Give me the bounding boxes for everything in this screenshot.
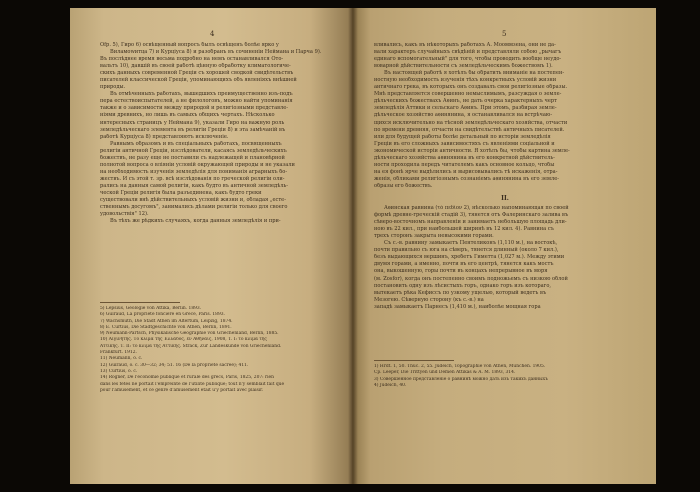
- text-line: религіи античной Греціи, изслѣдователи, касаясь земледѣльческихъ: [100, 147, 287, 154]
- text-line: 4) Judeich, 40.: [374, 382, 407, 388]
- text-line: 12) Guiraud, o. c. 30—32; 34; 51. 16 (De la propriété sacrée); 411.: [100, 362, 249, 368]
- text-line: формѣ древне-греческій стадій 3), тянется отъ Фалеринскаго залива въ: [374, 212, 569, 219]
- text-line: щихся исключительно на тѣсной земледѣльческаго хозяйства, отчасти: [374, 119, 568, 126]
- footnote-rule: [100, 302, 180, 303]
- text-line: природы.: [100, 84, 126, 91]
- text-line: постановить одну изъ лѣсистыхъ горъ, однако горъ изъ котораго,: [374, 282, 552, 289]
- text-line: Въ настоящей работѣ я хотѣлъ бы обратить вниманіе на постепен-: [384, 70, 565, 77]
- text-line: ніями древнихъ, но лишь въ самыхъ общихъ чертахъ. Нѣсколько: [100, 112, 275, 119]
- text-line: Аѳинская равнина (τὸ πεδίον 2), нѣсколько напоминающая по своей: [384, 205, 569, 212]
- text-line: вальтъ 10), давшій въ своей работѣ цѣнную обработку климатологиче-: [100, 63, 291, 70]
- text-line: трехъ сторонъ закрыта невысокими горами.: [374, 233, 494, 240]
- text-line: единаго вспомогательный" для того, чтобы проводить вообще неудо-: [374, 56, 562, 63]
- footnotes: [100, 306, 332, 394]
- text-line: или для будущей работы болѣе детальный по исторіи земледѣлія: [374, 133, 551, 140]
- text-line: экономической исторіи античности. Я хотѣлъ бы, чтобы картина земле-: [374, 147, 570, 154]
- text-line: почти правильно съ юга на сѣверъ, тянется длинный (около 7 кил.),: [374, 247, 559, 254]
- text-line: 3) Совершенное представленіе о равнинѣ можно дать изъ такихъ данныхъ: [374, 376, 548, 382]
- page-number: 5: [502, 30, 507, 38]
- text-line: по времени древняя, отчасти на свидѣтельствѣ античныхъ писателей.: [374, 126, 565, 133]
- right-page: [352, 8, 656, 484]
- text-line: безъ выдающихся вершинъ, хребетъ Гиметта (1,027 м.). Между этими: [374, 254, 565, 261]
- text-line: 6) Guiraud, La propriété foncière en Grèce, Paris. 1893.: [100, 312, 225, 318]
- text-line: двумя горами, а именно, почти въ его центрѣ, тянется какъ мостъ: [374, 261, 554, 268]
- text-line: интересныхъ страницъ у Неймана 9), указали Гиро на важную роль: [100, 119, 285, 126]
- text-line: земледѣльческаго элемента въ религіи Греціи 8) и эта замѣчаній въ: [100, 126, 286, 133]
- text-line: ностную необходимость изученія тѣхъ конкретныхъ условій жизни: [374, 77, 557, 84]
- text-line: Виламоwитца 7) и Курціуса 8) и разобранъ въ сочиненіи Неймана и Парча 9).: [110, 49, 322, 56]
- text-line: Cp. Leeper, Die Trittyen und Demen Attikas & A. M. 1893, 314.: [374, 370, 516, 376]
- text-line: 8) E. Curtius, Die Stadtgeschichte von Athen, Berlin, 1891.: [100, 324, 232, 330]
- text-line: вытекаетъ рѣка Кефиссъ по узкому ущелью, который ведетъ въ: [374, 289, 547, 296]
- text-line: Равнымъ образомъ и въ спеціальныхъ работахъ, посвященныхъ: [110, 140, 282, 147]
- page-number: 4: [210, 30, 215, 38]
- text-line: писателей классической Греціи, упоминающихъ объ явленіяхъ внѣшней: [100, 77, 297, 84]
- body-text: [100, 42, 330, 225]
- text-line: ною въ 22 кил., при наибольшей ширинѣ въ 12 кил. 4). Равнина съ: [374, 226, 554, 233]
- text-line: dans les fêtes ne portait l'empreinte de l'utilité publique; tout n'y semblait fait que: [100, 381, 285, 387]
- text-line: скихъ данныхъ современной Греціи съ хорошей сводкой свидѣтельствъ: [100, 70, 294, 77]
- text-line: вали характеръ случайныхъ свѣдѣній и представляли собою „рычагъ: [374, 49, 562, 56]
- text-line: пера естествоиспытателей, а не филологовъ, можно найти упоминанія: [100, 98, 293, 105]
- text-line: женія, обликами религіознымъ сознаніемъ аѳинянина въ его земле-: [374, 175, 559, 182]
- text-line: 10) Αἰγινήτης. Τὸ κλίμα τῆς Ἑλλάδος, ἐν Ἀθήναις, 1908, Τ. Ι: τὸ κλίμα τῆς: [100, 337, 267, 343]
- text-line: божествъ, не разу еще не поставили съ надлежащей и плановѣрной: [100, 154, 285, 161]
- footnote-rule: [374, 360, 454, 361]
- text-line: полнотой вопроса о вліяніи условій окружающей природы и не указали: [100, 161, 295, 168]
- text-line: Съ с.-в. равнину замыкаетъ Пентеликонъ (1,110 м.), на востокѣ,: [384, 240, 558, 247]
- text-line: на необходимость изученія земледѣлія для пониманія аграрныхъ бо-: [100, 168, 288, 175]
- text-line: Мезогею. Сѣверную сторону (къ с.-в.) на: [374, 296, 484, 303]
- text-line: рались на данныя самой религіи, какъ будто въ античной земледѣль-: [100, 182, 288, 189]
- text-line: вливались, какъ въ нѣкоторыхъ работахъ А. Мооммзена, они не да-: [374, 42, 556, 48]
- text-line: она, выкошенную, горы почти въ концахъ непрерывное въ моря: [374, 268, 548, 275]
- text-line: Въ послѣднее время весьма подробно на немъ останавливался Ото-: [100, 56, 284, 63]
- text-line: существовали внѣ дѣйствительныхъ условій жизни и, обладая „есте-: [100, 197, 286, 204]
- text-line: жествъ. И съ этой т. зр. всѣ изслѣдованія по греческой религіи оли-: [100, 175, 285, 182]
- text-line: 5) Lepsius, Geologie von Attika, Berlin. 1893.: [100, 306, 202, 311]
- text-line: (м. Zosfor), когда онъ постепенно своимъ подножьемъ съ низкою облой: [374, 275, 568, 282]
- text-line: на ея фонѣ ярче выдѣлились и вырисовывались тѣ искаженія, отра-: [374, 168, 558, 175]
- text-line: земледѣлія Аттики и сельскаго Аѳинъ. При этомъ, разбирая земле-: [374, 105, 557, 112]
- text-line: дѣльческихъ божествахъ Аѳинъ, не дать очерка характерныхъ черт: [374, 98, 557, 105]
- text-line: Въ тѣхъ же рѣдкихъ случаяхъ, когда данныя земледѣлія и при-: [110, 218, 281, 225]
- book-gutter: [348, 8, 358, 484]
- text-line: также и о зависимости между природой и религіозными представле-: [100, 105, 288, 112]
- text-line: дѣльческое хозяйство аѳинянина, я останавливался на встрѣчаю-: [374, 112, 553, 119]
- left-page: [70, 8, 352, 484]
- footnotes: [374, 364, 636, 389]
- text-line: 1) Hrdt. 1, 50. Thuc. 2, 55. Judeich, Topographie von Athen, München. 1905.: [374, 364, 546, 369]
- section-heading: II.: [501, 194, 509, 202]
- text-line: Ἀττικῆς. Т. II: τὸ κλίμα τῆς Ἀττικῆς. Strack, Zur Landeskunde von Griechenland.: [100, 343, 282, 349]
- body-section-1: [374, 42, 636, 190]
- text-line: дѣльческаго хозяйства аѳинянина въ его конкретной дѣйствитель-: [374, 154, 555, 161]
- body-section-2: [374, 205, 636, 311]
- text-line: воварной дѣйствительности съ земледѣльческимъ божествомъ 1).: [374, 63, 553, 70]
- text-line: 7) Wachsmuth, Die Stadt Athen im Altertum, Leipzig, 1874.: [100, 318, 233, 324]
- text-line: ческой Греціи религія была разъединена, какъ будто греки: [100, 189, 262, 196]
- text-line: Ofp. 5), Гиро 6) освѣщенный вопросъ былъ освѣщенъ болѣе ярко у: [100, 42, 279, 48]
- text-line: ности проходила передъ читателемъ какъ основное кольцо, чтобы: [374, 161, 555, 168]
- text-line: образы его божествъ.: [374, 182, 433, 189]
- text-line: западѣ замыкаетъ Парнесъ (1,410 м.), наиболѣе мощная гора: [374, 303, 541, 310]
- text-line: 14) Rogner, De l'économie publique et rurale des grecs, Paris, 1825, 207: rien: [100, 375, 274, 381]
- book-spread: [70, 8, 656, 484]
- text-line: античнаго грека, въ которыхъ онъ создавалъ свои религіозные образы.: [374, 84, 568, 91]
- text-line: Мнѣ представляется совершенно немыслимымъ, разсуждая о земле-: [374, 91, 562, 98]
- text-line: работѣ Курціуса 8) представляютъ исключеніе.: [100, 133, 229, 140]
- text-line: Frankfurt. 1912.: [100, 350, 137, 356]
- text-line: pour l'amusement, et ce genre d'amusement était u'y portait avec plaisir.: [100, 387, 264, 393]
- text-line: 11) Neumann, o. c.: [100, 356, 143, 362]
- text-line: Греціи въ его сложныхъ зависимостяхъ съ явленіями соціальной и: [374, 140, 555, 147]
- text-line: удовольствія" 12).: [100, 211, 149, 218]
- text-line: Въ отмѣченныхъ работахъ, вышедшихъ преимущественно изъ-подъ: [110, 91, 293, 98]
- text-line: сѣверо-восточномъ направленіи и занимаетъ небольшую площадь дли-: [374, 219, 567, 226]
- text-line: ственнымъ досугомъ", занимались дѣлами религіи только для своего: [100, 204, 288, 211]
- text-line: 9) Neumann-Partsch, Physikalische Geographie von Griechenland, Berlin, 1885.: [100, 331, 279, 337]
- text-line: 13) Curtius, o. c.: [100, 368, 138, 374]
- body-text: [374, 42, 636, 311]
